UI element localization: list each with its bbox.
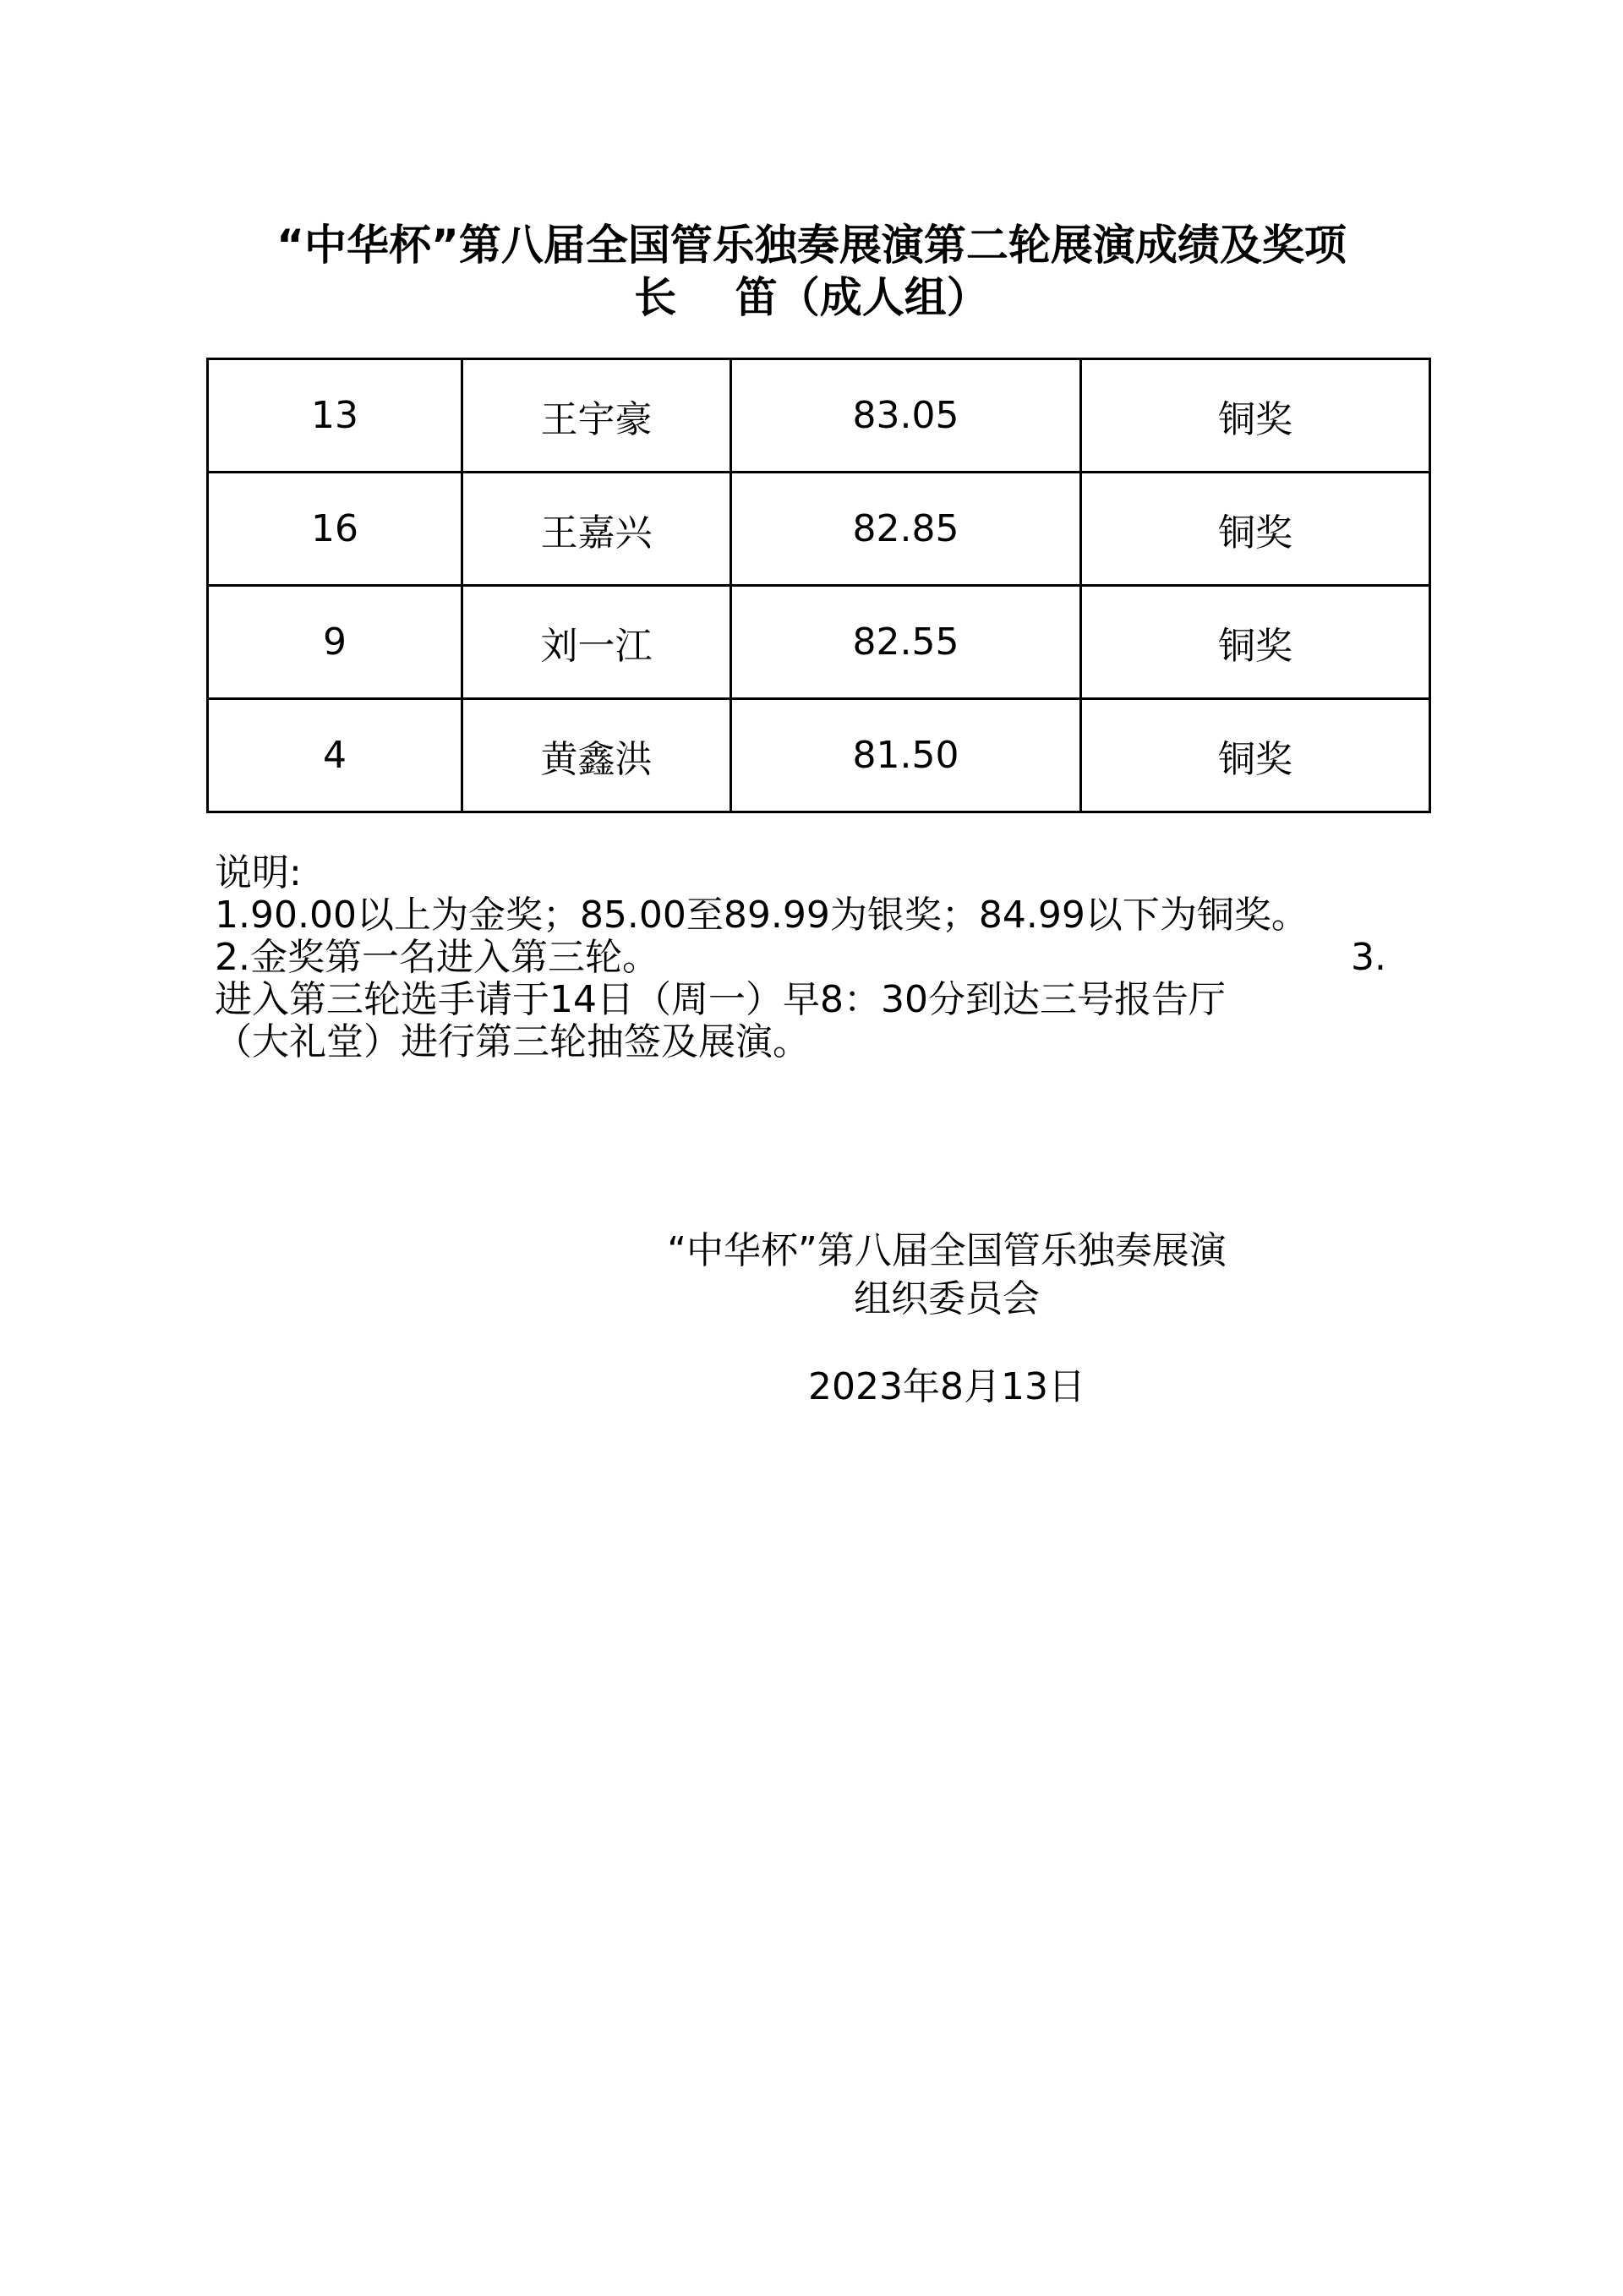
table-row — [208, 699, 1430, 812]
contestant-number: 13 — [208, 359, 462, 473]
contestant-score: 82.85 — [731, 473, 1081, 586]
table-row — [208, 473, 1430, 586]
contestant-name: 刘一江 — [462, 586, 731, 699]
notes-line-4: （大礼堂）进行第三轮抽签及展演。 — [215, 1020, 810, 1063]
document-title: “中华杯”第八届全国管乐独奏展演第二轮展演成绩及奖项 — [276, 221, 1347, 270]
notes-line-1: 1.90.00以上为金奖；85.00至89.99为银奖；84.99以下为铜奖。 — [215, 894, 1309, 937]
issue-date: 2023年8月13日 — [808, 1365, 1085, 1408]
contestant-award: 铜奖 — [1081, 359, 1430, 473]
contestant-award: 铜奖 — [1081, 473, 1430, 586]
notes-line-2-left: 2.金奖第一名进入第三轮。 — [215, 936, 659, 979]
contestant-score: 81.50 — [731, 699, 1081, 812]
organizer-committee: 组织委员会 — [854, 1277, 1040, 1320]
contestant-award: 铜奖 — [1081, 699, 1430, 812]
contestant-number: 9 — [208, 586, 462, 699]
contestant-name: 黄鑫洪 — [462, 699, 731, 812]
notes-heading: 说明: — [215, 851, 302, 894]
contestant-name: 王嘉兴 — [462, 473, 731, 586]
contestant-score: 82.55 — [731, 586, 1081, 699]
table-row — [208, 359, 1430, 473]
contestant-award: 铜奖 — [1081, 586, 1430, 699]
notes-line-3: 进入第三轮选手请于14日（周一）早8：30分到达三号报告厅 — [215, 978, 1226, 1021]
notes-line-2 — [215, 937, 1386, 979]
notes-line-2-right: 3. — [1351, 936, 1386, 979]
contestant-score: 83.05 — [731, 359, 1081, 473]
results-table — [206, 358, 1431, 813]
notes-section — [215, 852, 1386, 1063]
organizer-name: “中华杯”第八届全国管乐独奏展演 — [667, 1229, 1227, 1272]
document-subtitle: 长 笛（成人组） — [634, 273, 989, 322]
contestant-name: 王宇豪 — [462, 359, 731, 473]
table-row — [208, 586, 1430, 699]
contestant-number: 4 — [208, 699, 462, 812]
contestant-number: 16 — [208, 473, 462, 586]
